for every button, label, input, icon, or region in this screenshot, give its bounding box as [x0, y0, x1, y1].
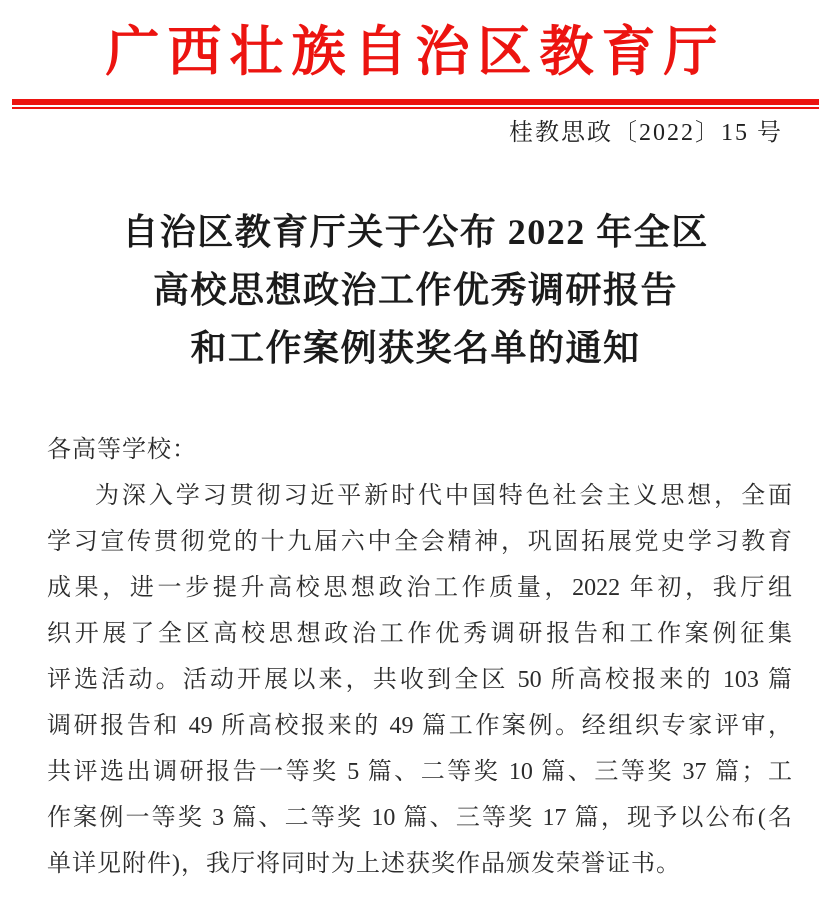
notice-title [0, 203, 831, 377]
paragraph-line-4: 织开展了全区高校思想政治工作优秀调研报告和工作案例征集 [47, 621, 792, 647]
document-number: 桂教思政〔2022〕15 号 [509, 120, 783, 146]
paragraph-line-7: 共评选出调研报告一等奖 5 篇、二等奖 10 篇、三等奖 37 篇；工 [47, 759, 792, 785]
paragraph-line-1: 为深入学习贯彻习近平新时代中国特色社会主义思想，全面 [95, 483, 792, 509]
paragraph-line-2: 学习宣传贯彻党的十九届六中全会精神，巩固拓展党史学习教育 [47, 529, 792, 555]
paragraph-line-8: 作案例一等奖 3 篇、二等奖 10 篇、三等奖 17 篇，现予以公布(名 [47, 805, 792, 831]
paragraph-line-5: 评选活动。活动开展以来，共收到全区 50 所高校报来的 103 篇 [47, 667, 792, 693]
paragraph-line-3: 成果，进一步提升高校思想政治工作质量，2022 年初，我厅组 [47, 575, 792, 601]
paragraph-line-9: 单详见附件)，我厅将同时为上述获奖作品颁发荣誉证书。 [47, 851, 681, 877]
red-divider-line [12, 99, 819, 109]
notice-body [0, 427, 831, 887]
notice-title-line-3: 和工作案例获奖名单的通知 [190, 328, 641, 368]
paragraph-line-6: 调研报告和 49 所高校报来的 49 篇工作案例。经组织专家评审， [47, 713, 792, 739]
notice-title-line-2: 高校思想政治工作优秀调研报告 [152, 270, 678, 310]
notice-title-line-1: 自治区教育厅关于公布 2022 年全区 [122, 212, 709, 252]
salutation: 各高等学校： [47, 437, 197, 463]
agency-masthead: 广西壮族自治区教育厅 [105, 22, 726, 82]
